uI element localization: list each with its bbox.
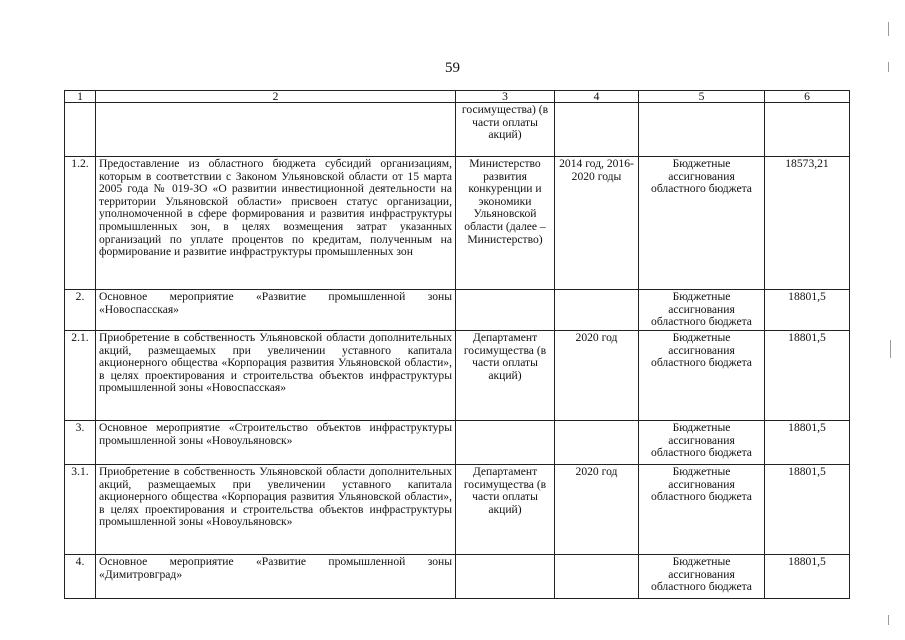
row-executor: Департамент госимущества (в части оплаты акций): [456, 331, 555, 421]
row-period: [555, 103, 639, 157]
row-number: 3.1.: [65, 465, 96, 555]
row-description: [96, 103, 456, 157]
row-description: Приобретение в собственность Ульяновской области дополнительных акций, размещаемых при увеличении уставного капитала акционерного общества «Корпорация развития Ульяновской области», в целях проектирования и строительства объектов инфраструктуры промышленной зоны «Новоульяновск»: [96, 465, 456, 555]
table-row: [65, 555, 850, 599]
row-source: Бюджетные ассигнования областного бюджета: [639, 157, 765, 290]
table-row: [65, 465, 850, 555]
header-cell: 1: [65, 91, 96, 103]
row-executor: Департамент госимущества (в части оплаты акций): [456, 465, 555, 555]
page-number: 59: [445, 60, 460, 76]
row-source: Бюджетные ассигнования областного бюджета: [639, 465, 765, 555]
table-row: [65, 421, 850, 465]
row-source: Бюджетные ассигнования областного бюджета: [639, 290, 765, 331]
header-cell: 6: [765, 91, 850, 103]
row-executor: [456, 421, 555, 465]
header-cell: 2: [96, 91, 456, 103]
row-amount: 18573,21: [765, 157, 850, 290]
row-number: 2.: [65, 290, 96, 331]
scan-artifact: [888, 62, 889, 72]
row-executor: [456, 290, 555, 331]
program-table: [64, 90, 850, 599]
scan-artifact: [890, 340, 891, 358]
table-row: [65, 290, 850, 331]
header-cell: 3: [456, 91, 555, 103]
row-period: 2020 год: [555, 331, 639, 421]
row-amount: 18801,5: [765, 290, 850, 331]
row-period: [555, 421, 639, 465]
row-source: Бюджетные ассигнования областного бюджета: [639, 555, 765, 599]
header-cell: 5: [639, 91, 765, 103]
row-description: Приобретение в собственность Ульяновской области дополнительных акций, размещаемых при увеличении уставного капитала акционерного общества «Корпорация развития Ульяновской области», в целях проектирования и строительства объектов инфраструктуры промышленной зоны «Новоспасская»: [96, 331, 456, 421]
row-source: Бюджетные ассигнования областного бюджета: [639, 421, 765, 465]
row-source: Бюджетные ассигнования областного бюджета: [639, 331, 765, 421]
row-amount: 18801,5: [765, 465, 850, 555]
row-description: Предоставление из областного бюджета субсидий организациям, которым в соответствии с Законом Ульяновской области от 15 марта 2005 года № 019-ЗО «О развитии инвестиционной деятельности на территории Ульяновской области» присвоен статус организации, уполномоченной в сфере формирования и развития инфраструктуры промышленных зон, в целях возмещения затрат указанных организаций по уплате процентов по кредитам, полученным на формирование и развитие инфраструктуры промышленных зон: [96, 157, 456, 290]
row-description: Основное мероприятие «Развитие промышленной зоны «Новоспасская»: [96, 290, 456, 331]
row-amount: 18801,5: [765, 421, 850, 465]
row-number: [65, 103, 96, 157]
header-row: [65, 91, 850, 103]
row-executor: госимущества) (в части оплаты акций): [456, 103, 555, 157]
table-row: [65, 331, 850, 421]
row-number: 3.: [65, 421, 96, 465]
scan-artifact: [888, 615, 889, 625]
row-number: 4.: [65, 555, 96, 599]
table-row: [65, 157, 850, 290]
row-number: 2.1.: [65, 331, 96, 421]
row-period: [555, 555, 639, 599]
row-period: [555, 290, 639, 331]
scan-artifact: [888, 22, 889, 36]
row-period: 2014 год, 2016-2020 годы: [555, 157, 639, 290]
row-executor: Министерство развития конкуренции и экономики Ульяновской области (далее – Министерство): [456, 157, 555, 290]
row-amount: 18801,5: [765, 555, 850, 599]
row-description: Основное мероприятие «Строительство объектов инфраструктуры промышленной зоны «Новоульяновск»: [96, 421, 456, 465]
row-source: [639, 103, 765, 157]
header-cell: 4: [555, 91, 639, 103]
row-executor: [456, 555, 555, 599]
table-row: [65, 103, 850, 157]
row-amount: 18801,5: [765, 331, 850, 421]
row-number: 1.2.: [65, 157, 96, 290]
row-period: 2020 год: [555, 465, 639, 555]
row-description: Основное мероприятие «Развитие промышленной зоны «Димитровград»: [96, 555, 456, 599]
row-amount: [765, 103, 850, 157]
